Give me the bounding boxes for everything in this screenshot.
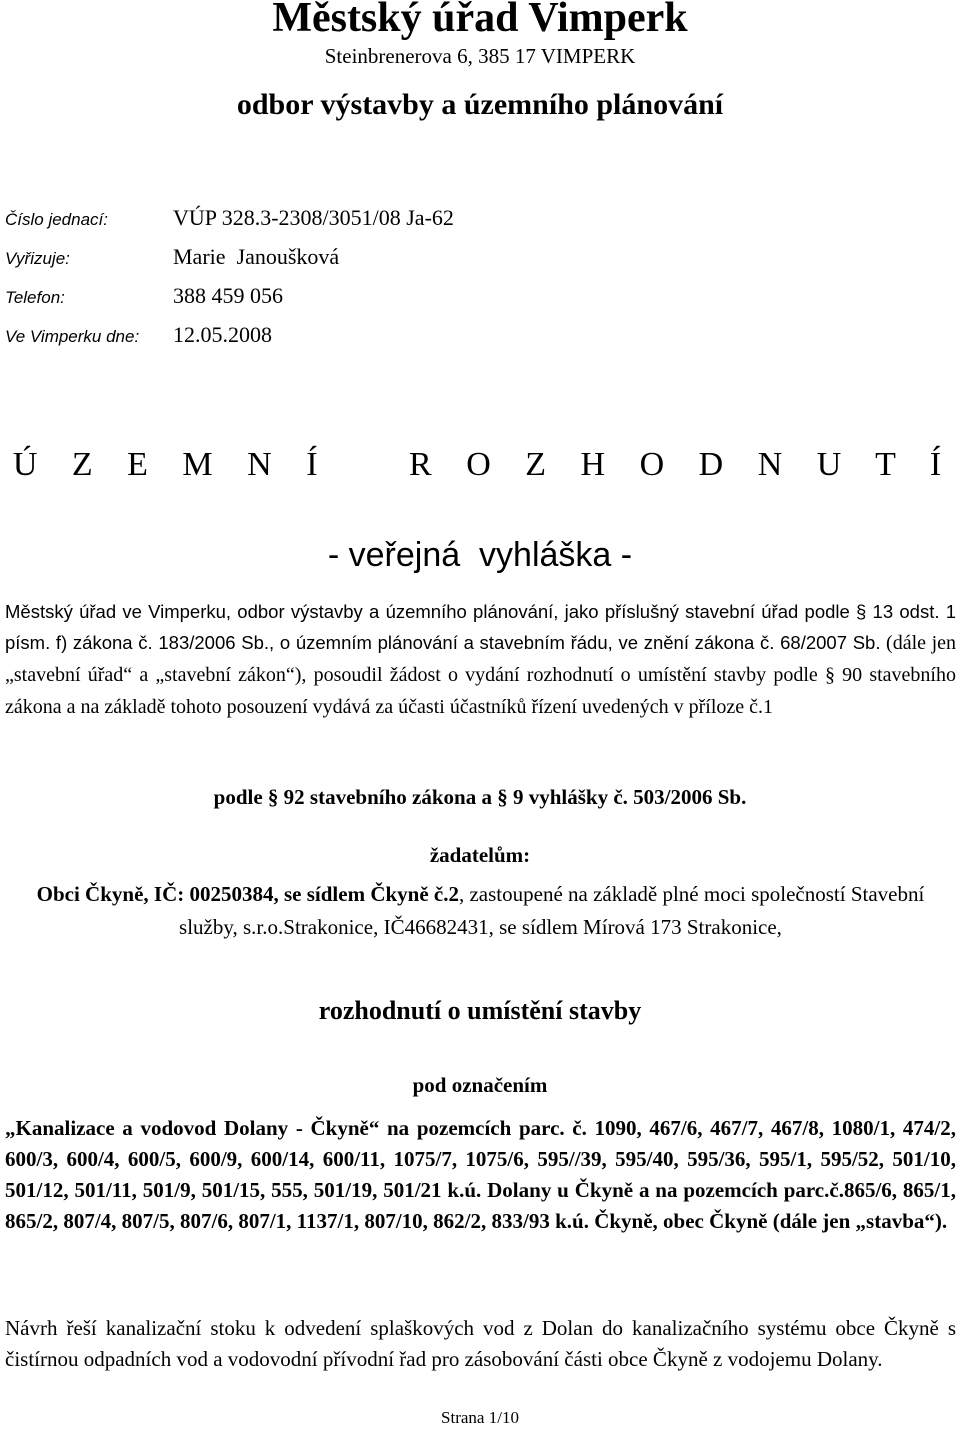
intro-paragraph-part2: (dále jen „stavební úřad“ a „stavební zákon“), posoudil žádost o vydání rozhodnutí o umístění stavby podle § 90 stavebního zákona a na základě tohoto posouzení vydává za účasti účastníků řízení uvedených v příloze č.1 [5,632,956,718]
document-subtitle: - veřejná vyhláška - [327,536,633,574]
legal-basis: podle § 92 stavebního zákona a § 9 vyhlášky č. 503/2006 Sb. [213,785,747,809]
applicant-name: Obci Čkyně, IČ: 00250384, se sídlem Čkyně č.2 [36,882,459,906]
proposal-paragraph: Návrh řeší kanalizační stoku k odvedení splaškových vod z Dolan do kanalizačního systému obce Čkyně s čistírnou odpadních vod a vodovodní přívodní řad pro zásobování části obce Čkyně z vodojemu Dolany. [5,1316,956,1371]
decision-heading: rozhodnutí o umístění stavby [318,996,642,1025]
applicant-representation: , zastoupené na základě plné moci společností Stavební služby, s.r.o.Strakonice, IČ46682431, se sídlem Mírová 173 Strakonice, [179,882,925,939]
handled-by-row [5,244,454,283]
reference-number-row [5,205,454,244]
designation-label: pod označením [412,1073,548,1097]
page-number: Strana 1/10 [441,1408,519,1427]
phone-value: 388 459 056 [173,283,283,308]
handled-by-label: Vyřizuje: [5,249,70,268]
reference-block [5,205,454,361]
applicants-heading: žadatelům: [429,843,531,867]
handled-by-value: Marie Janoušková [173,244,340,269]
office-title: Městský úřad Vimperk [272,0,688,41]
date-value: 12.05.2008 [173,322,272,347]
date-label: Ve Vimperku dne: [5,327,140,346]
phone-row [5,283,454,322]
reference-number-value: VÚP 328.3-2308/3051/08 Ja-62 [173,205,454,230]
applicant-paragraph [5,878,956,944]
office-address: Steinbrenerova 6, 385 17 VIMPERK [324,44,636,68]
date-row [5,322,454,361]
department-name: odbor výstavby a územního plánování [236,88,724,121]
intro-paragraph [5,596,956,723]
reference-number-label: Číslo jednací: [5,210,108,229]
document-title: Ú Z E M N Í R O Z H O D N U T Í [12,446,948,483]
intro-paragraph-part1: Městský úřad ve Vimperku, odbor výstavby a územního plánování, jako příslušný stavební úřad podle § 13 odst. 1 písm. f) zákona č. 183/2006 Sb., o územním plánování a stavebním řádu, ve znění zákona č. 68/2007 Sb. [5,601,956,653]
project-description: „Kanalizace a vodovod Dolany - Čkyně“ na pozemcích parc. č. 1090, 467/6, 467/7, 467/8, 1080/1, 474/2, 600/3, 600/4, 600/5, 600/9, 600/14, 600/11, 1075/7, 1075/6, 595//39, 595/40, 595/36, 595/1, 595/52, 501/10, 501/12, 501/11, 501/9, 501/15, 555, 501/19, 501/21 k.ú. Dolany u Čkyně a na pozemcích parc.č.865/6, 865/1, 865/2, 807/4, 807/5, 807/6, 807/1, 1137/1, 807/10, 862/2, 833/93 k.ú. Čkyně, obec Čkyně (dále jen „stavba“). [5,1116,956,1233]
phone-label: Telefon: [5,288,65,307]
